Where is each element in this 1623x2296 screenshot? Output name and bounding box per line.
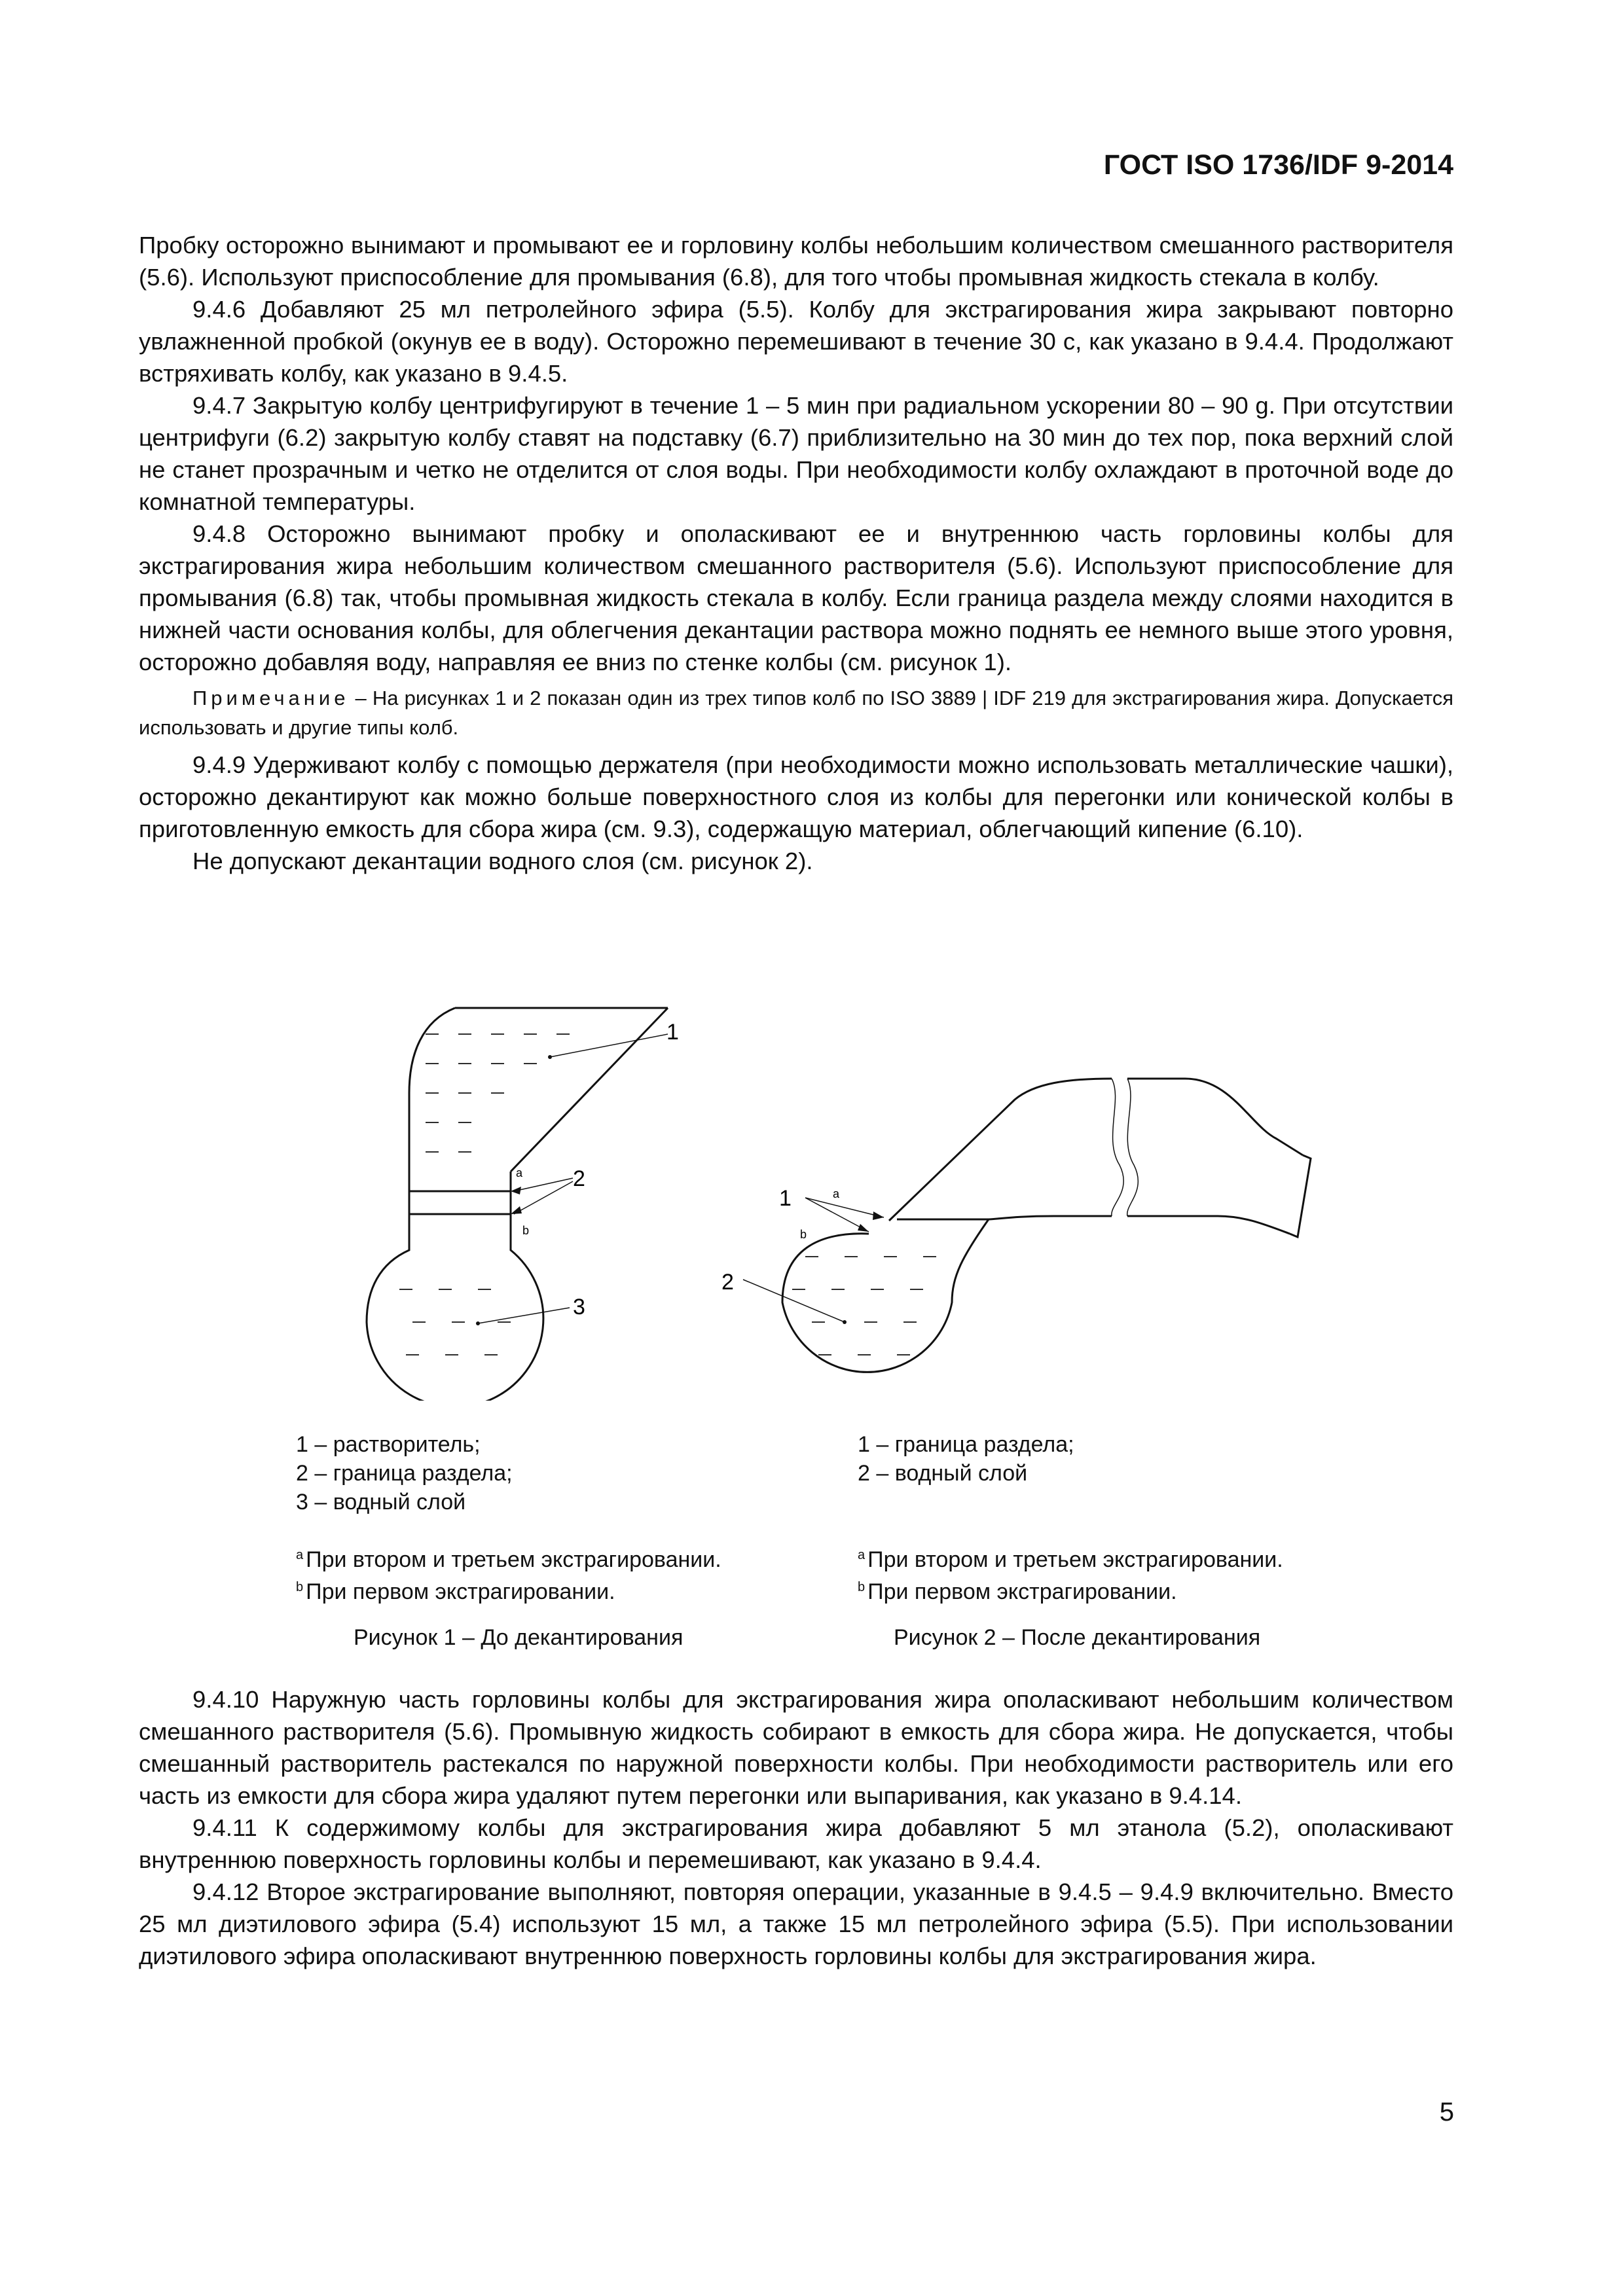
paragraph-9-4-11: 9.4.11 К содержимому колбы для экстрагирования жира добавляют 5 мл этанола (5.2), ополаскивают внутреннюю поверхность горловины колбы и перемешивают, как указано в 9.4.4. <box>139 1814 1453 1873</box>
note-text: – На рисунках 1 и 2 показан один из трех типов колб по ISO 3889 | IDF 219 для экстрагирования жира. Допускается использовать и другие типы колб. <box>139 687 1453 739</box>
paragraph-9-4-6: 9.4.6 Добавляют 25 мл петролейного эфира (5.5). Колбу для экстрагирования жира закрывают повторно увлажненной пробкой (окунув ее в воду). Осторожно перемешивают в течение 30 с, как указано в 9.4.4. Продолжают встряхивать колбу, как указано в 9.4.5. <box>139 296 1453 387</box>
break-right <box>1127 1079 1139 1216</box>
figure-1-flask-before <box>354 995 694 1401</box>
paragraph-9-4-9: 9.4.9 Удерживают колбу с помощью держателя (при необходимости можно использовать металлические чашки), осторожно декантируют как можно больше поверхностного слоя из колбы для перегонки или конической колбы в приготовленную емкость для сбора жира (см. 9.3), содержащую материал, облегчающий кипение (6.10). <box>139 751 1453 842</box>
footnote-b: $^b$ При первом экстрагировании. <box>858 1579 1177 1604</box>
paragraph-9-4-8: 9.4.8 Осторожно вынимают пробку и ополаскивают ее и внутреннюю часть горловины колбы для экстрагирования жира небольшим количеством смешанного растворителя (5.6). Используют приспособление для промывания (6.8) так, чтобы промывная жидкость стекала в колбу. Если граница раздела между слоями находится в нижней части основания колбы, для облегчения декантации раствора можно поднять ее немного выше этого уровня, осторожно добавляя воду, направляя ее вниз по стенке колбы (см. рисунок 1). <box>139 520 1453 675</box>
figure-2-caption: Рисунок 2 – После декантирования <box>894 1625 1261 1650</box>
legend-item: 1 – граница раздела; <box>858 1432 1074 1457</box>
body-text-bottom <box>139 1683 1453 1972</box>
leader-2a <box>514 1178 573 1191</box>
paragraph: Пробку осторожно вынимают и промывают ее и горловину колбы небольшим количеством смешанного растворителя (5.6). Используют приспособление для промывания (6.8), для того чтобы промывная жидкость стекала в колбу. <box>139 232 1453 291</box>
footnote-a: $^a$ При втором и третьем экстрагировании. <box>858 1547 1283 1572</box>
note-label: Примечание <box>192 687 350 709</box>
callout-1: 1 <box>666 1020 679 1045</box>
paragraph-9-4-9-b: Не допускают декантации водного слоя (см. рисунок 2). <box>192 848 813 874</box>
paragraph-9-4-12: 9.4.12 Второе экстрагирование выполняют, повторяя операции, указанные в 9.4.5 – 9.4.9 включительно. Вместо 25 мл диэтилового эфира (5.4) используют 15 мл, а также 15 мл петролейного эфира (5.5). При использовании диэтилового эфира ополаскивают внутреннюю поверхность горловины колбы для экстрагирования жира. <box>139 1878 1453 1969</box>
flask-1-left-wall <box>367 1008 543 1401</box>
callout-2: 2 <box>721 1270 734 1295</box>
paragraph-9-4-10: 9.4.10 Наружную часть горловины колбы для экстрагирования жира ополаскивают небольшим количеством смешанного растворителя (5.6). Промывную жидкость собирают в емкость для сбора жира. Не допускается, чтобы смешанный растворитель растекался по наружной поверхности колбы. При необходимости растворитель или его часть из емкости для сбора жира удаляют путем перегонки или выпаривания, как указано в 9.4.14. <box>139 1686 1453 1809</box>
flask-2-upper-wall <box>889 1079 1112 1221</box>
note <box>139 683 1453 742</box>
callout-b: b <box>522 1224 530 1237</box>
callout-b: b <box>800 1228 807 1241</box>
legend-item: 1 – растворитель; <box>296 1432 481 1457</box>
footnote-a: $^a$ При втором и третьем экстрагировании. <box>296 1547 721 1572</box>
figure-2-flask-after <box>714 1060 1342 1401</box>
flask-2-lip <box>1290 1155 1311 1237</box>
document-header: ГОСТ ISO 1736/IDF 9-2014 <box>1103 149 1453 181</box>
footnote-mark: a <box>858 1548 866 1562</box>
footnote-b: $^b$ При первом экстрагировании. <box>296 1579 615 1604</box>
leader-2b <box>514 1181 573 1214</box>
callout-1: 1 <box>779 1186 792 1211</box>
footnote-mark: b <box>296 1580 304 1594</box>
callout-2: 2 <box>573 1166 585 1191</box>
paragraph-9-4-7: 9.4.7 Закрытую колбу центрифугируют в течение 1 – 5 мин при радиальном ускорении 80 – 90 g. При отсутствии центрифуги (6.2) закрытую колбу ставят на подставку (6.7) приблизительно на 30 мин до тех пор, пока верхний слой не станет прозрачным и четко не отделится от слоя воды. При необходимости колбу охлаждают в проточной воде до комнатной температуры. <box>139 392 1453 515</box>
figure-1-caption: Рисунок 1 – До декантирования <box>354 1625 684 1650</box>
page-number: 5 <box>1439 2098 1454 2126</box>
figure-2-legend <box>858 1430 1074 1488</box>
leader-1 <box>550 1034 668 1057</box>
figure-2-footnotes <box>858 1541 1283 1605</box>
legend-item: 2 – граница раздела; <box>296 1461 513 1486</box>
legend-item: 3 – водный слой <box>296 1490 466 1515</box>
footnote-mark: b <box>858 1580 866 1594</box>
callout-a: a <box>833 1187 840 1200</box>
leader-3 <box>478 1308 570 1323</box>
callout-a: a <box>516 1166 523 1179</box>
break-left <box>1112 1079 1123 1216</box>
flask-2-right-upper <box>1127 1079 1303 1155</box>
body-text-top <box>139 229 1453 877</box>
legend-item: 2 – водный слой <box>858 1461 1028 1486</box>
figure-1-footnotes <box>296 1541 721 1605</box>
flask-2-bulb <box>782 1219 989 1372</box>
flask-1-shoulder <box>511 1008 668 1172</box>
flask-2-right-lower <box>1127 1216 1290 1234</box>
flask-2-neck-line <box>897 1216 1112 1219</box>
footnote-mark: a <box>296 1548 304 1562</box>
figure-1-legend <box>296 1430 513 1516</box>
callout-3: 3 <box>573 1295 585 1319</box>
leader-2 <box>743 1280 845 1322</box>
leader-1a <box>805 1198 884 1217</box>
